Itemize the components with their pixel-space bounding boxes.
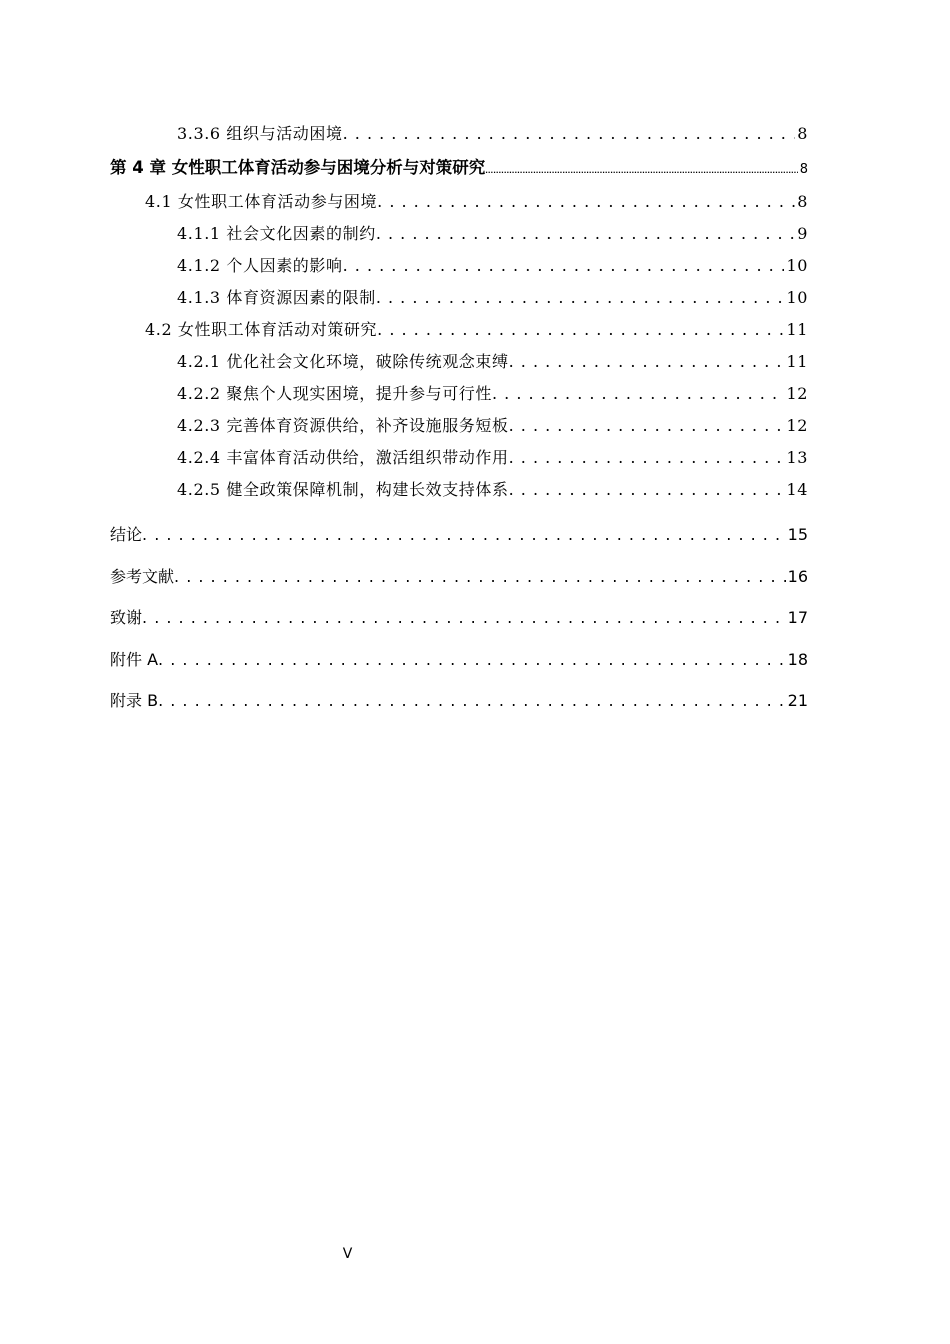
toc-entry-label: 附录 B — [110, 691, 159, 710]
toc-dot-leader — [343, 118, 796, 150]
page-number: V — [342, 1246, 353, 1262]
toc-entry-label: 4.2.2 聚焦个人现实困境，提升参与可行性 — [177, 384, 492, 403]
toc-entry-4-1-3[interactable] — [110, 282, 808, 314]
toc-entry-chapter-4[interactable] — [110, 150, 808, 186]
toc-dot-leader — [377, 314, 784, 346]
toc-dot-leader — [509, 410, 785, 442]
toc-entry-appendix-b[interactable] — [110, 680, 808, 722]
toc-entry-page: 12 — [786, 384, 808, 403]
toc-entry-4-2-3[interactable] — [110, 410, 808, 442]
toc-entry-label: 致谢 — [110, 608, 143, 627]
toc-entry-4-1[interactable] — [110, 186, 808, 218]
toc-entry-label: 3.3.6 组织与活动困境 — [177, 124, 343, 143]
toc-entry-conclusion[interactable] — [110, 514, 808, 556]
toc-entry-4-2-5[interactable] — [110, 474, 808, 506]
toc-dot-leader — [142, 597, 786, 639]
toc-entry-label: 参考文献 — [110, 566, 175, 586]
toc-dot-leader — [485, 150, 798, 186]
toc-entry-page: 8 — [799, 162, 808, 177]
toc-entry-4-1-2[interactable] — [110, 250, 808, 282]
toc-dot-leader — [142, 514, 786, 556]
toc-entry-label: 4.1.1 社会文化因素的制约 — [177, 224, 376, 243]
toc-dot-leader — [158, 680, 786, 722]
toc-entry-attachment-a[interactable] — [110, 639, 808, 681]
toc-entry-page: 14 — [786, 480, 808, 499]
toc-entry-page: 11 — [786, 352, 808, 371]
toc-dot-leader — [343, 250, 785, 282]
toc-entry-page: 8 — [797, 124, 808, 143]
toc-entry-label: 4.2.5 健全政策保障机制，构建长效支持体系 — [177, 480, 509, 499]
toc-entry-4-2-4[interactable] — [110, 442, 808, 474]
toc-entry-label: 4.1.3 体育资源因素的限制 — [177, 288, 376, 307]
toc-entry-page: 10 — [786, 288, 808, 307]
toc-entry-4-2[interactable] — [110, 314, 808, 346]
toc-entry-label: 结论 — [110, 525, 143, 544]
toc-dot-leader — [509, 474, 785, 506]
toc-entry-page: 18 — [787, 649, 808, 669]
toc-entry-page: 15 — [787, 525, 808, 544]
toc-entry-label: 附件 A — [110, 649, 159, 669]
toc-entry-acknowledgements[interactable] — [110, 597, 808, 639]
toc-entry-label: 4.2.3 完善体育资源供给，补齐设施服务短板 — [177, 416, 509, 435]
toc-dot-leader — [377, 186, 795, 218]
table-of-contents — [110, 118, 808, 722]
toc-entry-label: 4.2.4 丰富体育活动供给，激活组织带动作用 — [177, 448, 509, 467]
toc-dot-leader — [509, 346, 785, 378]
toc-spacer — [110, 506, 808, 514]
toc-entry-page: 9 — [797, 224, 808, 243]
toc-entry-page: 16 — [787, 566, 808, 586]
toc-entry-references[interactable] — [110, 556, 808, 598]
toc-dot-leader — [509, 442, 785, 474]
toc-dot-leader — [376, 218, 795, 250]
toc-entry-label: 4.1 女性职工体育活动参与困境 — [145, 192, 378, 211]
toc-entry-label: 第 4 章 女性职工体育活动参与困境分析与对策研究 — [110, 158, 486, 177]
toc-entry-page: 17 — [787, 608, 808, 627]
toc-entry-page: 21 — [787, 691, 808, 710]
toc-entry-label: 4.1.2 个人因素的影响 — [177, 256, 343, 275]
toc-entry-3-3-6[interactable] — [110, 118, 808, 150]
toc-entry-page: 12 — [786, 416, 808, 435]
toc-entry-4-2-2[interactable] — [110, 378, 808, 410]
toc-entry-4-1-1[interactable] — [110, 218, 808, 250]
toc-entry-page: 11 — [786, 320, 808, 339]
toc-entry-page: 8 — [797, 192, 808, 211]
toc-dot-leader — [158, 639, 786, 681]
toc-entry-label: 4.2 女性职工体育活动对策研究 — [145, 320, 378, 339]
toc-entry-page: 10 — [786, 256, 808, 275]
toc-entry-4-2-1[interactable] — [110, 346, 808, 378]
toc-entry-page: 13 — [786, 448, 808, 467]
toc-dot-leader — [492, 378, 784, 410]
toc-dot-leader — [376, 282, 785, 314]
toc-dot-leader — [174, 556, 786, 598]
toc-entry-label: 4.2.1 优化社会文化环境，破除传统观念束缚 — [177, 352, 509, 371]
